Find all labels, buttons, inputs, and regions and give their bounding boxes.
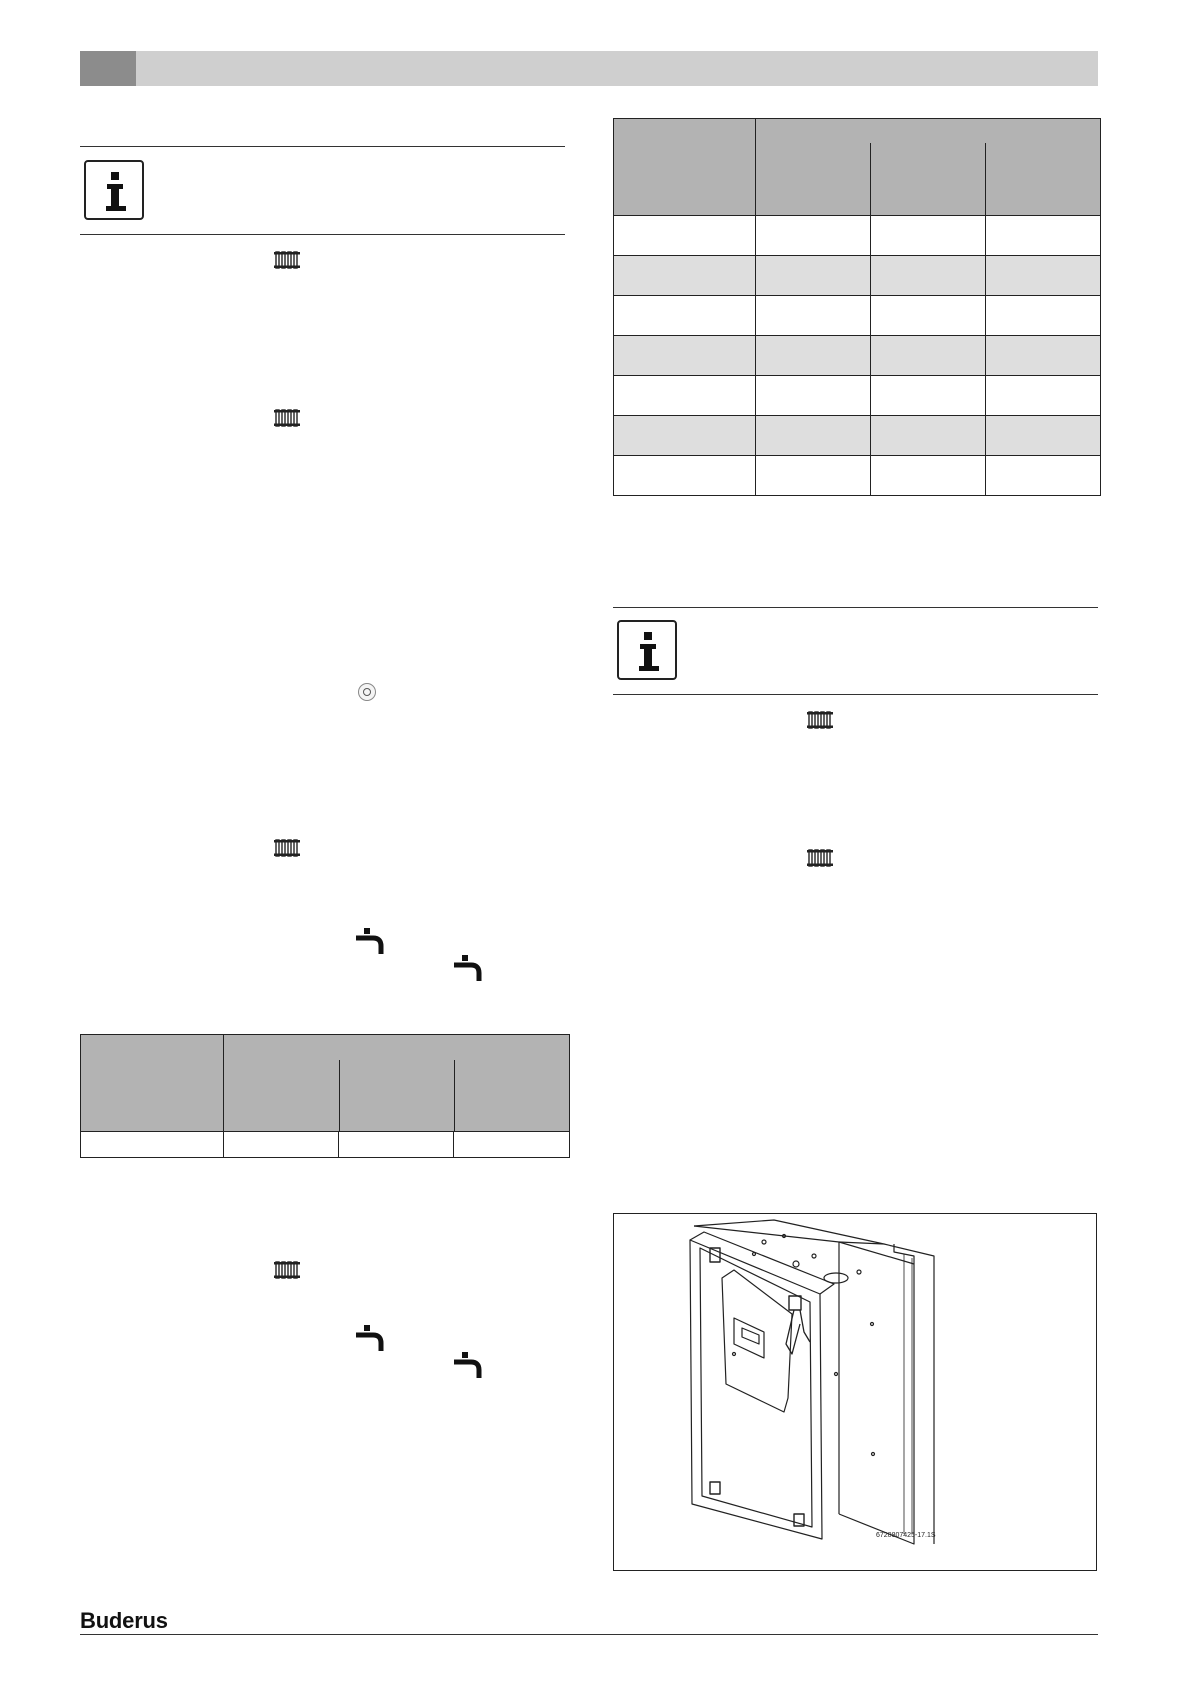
boiler-illustration-figure (613, 1213, 1097, 1571)
chapter-tab (80, 51, 136, 86)
table-cell (871, 416, 986, 456)
table-cell (756, 216, 871, 256)
divider-top (80, 146, 565, 147)
table-subheader-divider (454, 1060, 455, 1131)
table-cell (871, 456, 986, 496)
table-cell (614, 216, 756, 256)
table-header-cell (81, 1035, 224, 1132)
table-cell (756, 456, 871, 496)
header-bar (136, 51, 1098, 86)
radiator-icon (273, 1260, 301, 1280)
radiator-icon (273, 408, 301, 428)
info-icon (617, 620, 677, 680)
boiler-drawing (614, 1214, 1095, 1569)
table-subheader-divider (985, 143, 986, 215)
table-header-cell (614, 119, 756, 216)
table-cell (986, 456, 1101, 496)
table-cell (454, 1132, 570, 1158)
table-cell (986, 376, 1101, 416)
divider-bottom (80, 234, 565, 235)
table-header-group (224, 1035, 570, 1132)
table-cell (871, 296, 986, 336)
tap-icon (453, 1352, 489, 1382)
table-cell (756, 256, 871, 296)
table-cell (614, 416, 756, 456)
table-cell (756, 296, 871, 336)
table-subheader-divider (870, 143, 871, 215)
table-cell (986, 256, 1101, 296)
figure-code: 6720807425-17.1S (876, 1532, 936, 1539)
data-table-large (613, 118, 1101, 496)
table-cell (871, 336, 986, 376)
table-cell (224, 1132, 339, 1158)
divider-bottom (613, 694, 1098, 695)
table-cell (614, 376, 756, 416)
table-cell (614, 336, 756, 376)
power-button-icon (358, 683, 376, 701)
divider-top (613, 607, 1098, 608)
table-cell (756, 336, 871, 376)
tap-icon (355, 1325, 391, 1355)
radiator-icon (273, 838, 301, 858)
info-icon (84, 160, 144, 220)
table-cell (871, 216, 986, 256)
table-cell (986, 216, 1101, 256)
table-cell (339, 1132, 454, 1158)
brand-logo: Buderus (80, 1608, 168, 1633)
table-cell (614, 456, 756, 496)
table-cell (986, 416, 1101, 456)
table-cell (614, 256, 756, 296)
table-cell (986, 296, 1101, 336)
radiator-icon (806, 710, 834, 730)
radiator-icon (806, 848, 834, 868)
data-table-small (80, 1034, 570, 1158)
table-cell (871, 376, 986, 416)
table-cell (81, 1132, 224, 1158)
radiator-icon (273, 250, 301, 270)
table-cell (614, 296, 756, 336)
table-cell (986, 336, 1101, 376)
tap-icon (453, 955, 489, 985)
table-cell (871, 256, 986, 296)
table-subheader-divider (339, 1060, 340, 1131)
table-cell (756, 416, 871, 456)
tap-icon (355, 928, 391, 958)
table-cell (756, 376, 871, 416)
table-header-group (756, 119, 1101, 216)
footer-rule (80, 1634, 1098, 1635)
